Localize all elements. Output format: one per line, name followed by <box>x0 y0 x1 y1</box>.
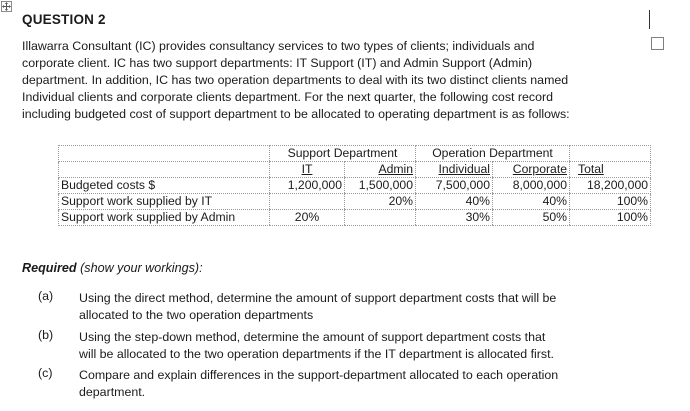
cell-value: 7,500,000 <box>416 178 493 194</box>
part-line: department. <box>79 385 146 399</box>
cell-value: 40% <box>493 194 570 210</box>
cell-value: 100% <box>570 210 651 226</box>
cell-value: 1,200,000 <box>270 178 345 194</box>
cell-value: 30% <box>416 210 493 226</box>
table-column-header-row <box>59 162 651 178</box>
table-row <box>59 194 651 210</box>
cell-value: 8,000,000 <box>493 178 570 194</box>
cell-value: 40% <box>416 194 493 210</box>
part-line: will be allocated to the two operation departments if the IT department is allocated first. <box>79 347 555 361</box>
part-line: Compare and explain differences in the support-department allocated to each operation <box>79 368 559 382</box>
column-header-total: Total <box>578 162 604 176</box>
part-label: (b) <box>38 328 54 342</box>
cell-value: 1,500,000 <box>345 178 416 194</box>
cell-value <box>270 194 345 210</box>
part-line: Using the step-down method, determine the amount of support department costs that <box>79 330 546 344</box>
column-header-admin: Admin <box>378 162 413 176</box>
intro-line: Individual clients and corporate clients department. For the next quarter, the following cost record <box>22 90 554 104</box>
column-header-corporate: Corporate <box>512 162 567 176</box>
text-cursor <box>649 10 650 29</box>
intro-line: corporate client. IC has two support departments: IT Support (IT) and Admin Support (Admin) <box>22 56 533 70</box>
column-header-it: IT <box>301 162 313 176</box>
checkbox-icon[interactable] <box>651 37 664 50</box>
question-intro <box>22 38 606 123</box>
cell-value: 20% <box>270 210 345 226</box>
cell-value <box>345 210 416 226</box>
intro-line: Illawarra Consultant (IC) provides consultancy services to two types of clients; individuals and <box>22 39 535 53</box>
table-move-handle-icon[interactable] <box>1 1 12 12</box>
cell-value: 50% <box>493 210 570 226</box>
part-label: (a) <box>38 289 54 303</box>
table-row <box>59 178 651 194</box>
required-heading: Required (show your workings): <box>22 261 203 275</box>
table-row <box>59 210 651 226</box>
support-department-header: Support Department <box>270 146 416 162</box>
operation-department-header: Operation Department <box>416 146 570 162</box>
row-label: Budgeted costs $ <box>59 178 270 194</box>
part-line: Using the direct method, determine the amount of support department costs that will be <box>79 291 557 305</box>
row-label: Support work supplied by IT <box>59 194 270 210</box>
part-label: (c) <box>38 366 53 380</box>
table-group-header-row <box>59 146 651 162</box>
intro-line: including budgeted cost of support department to be allocated to operating department is as follows: <box>22 107 570 121</box>
part-line: allocated to the two operation departments <box>79 308 314 322</box>
cell-value: 100% <box>570 194 651 210</box>
cost-table <box>58 145 651 226</box>
intro-line: department. In addition, IC has two operation departments to deal with its two distinct clients named <box>22 73 569 87</box>
cell-value: 20% <box>345 194 416 210</box>
column-header-individual: Individual <box>438 162 490 176</box>
row-label: Support work supplied by Admin <box>59 210 270 226</box>
cell-value: 18,200,000 <box>570 178 651 194</box>
question-title: QUESTION 2 <box>22 12 106 27</box>
